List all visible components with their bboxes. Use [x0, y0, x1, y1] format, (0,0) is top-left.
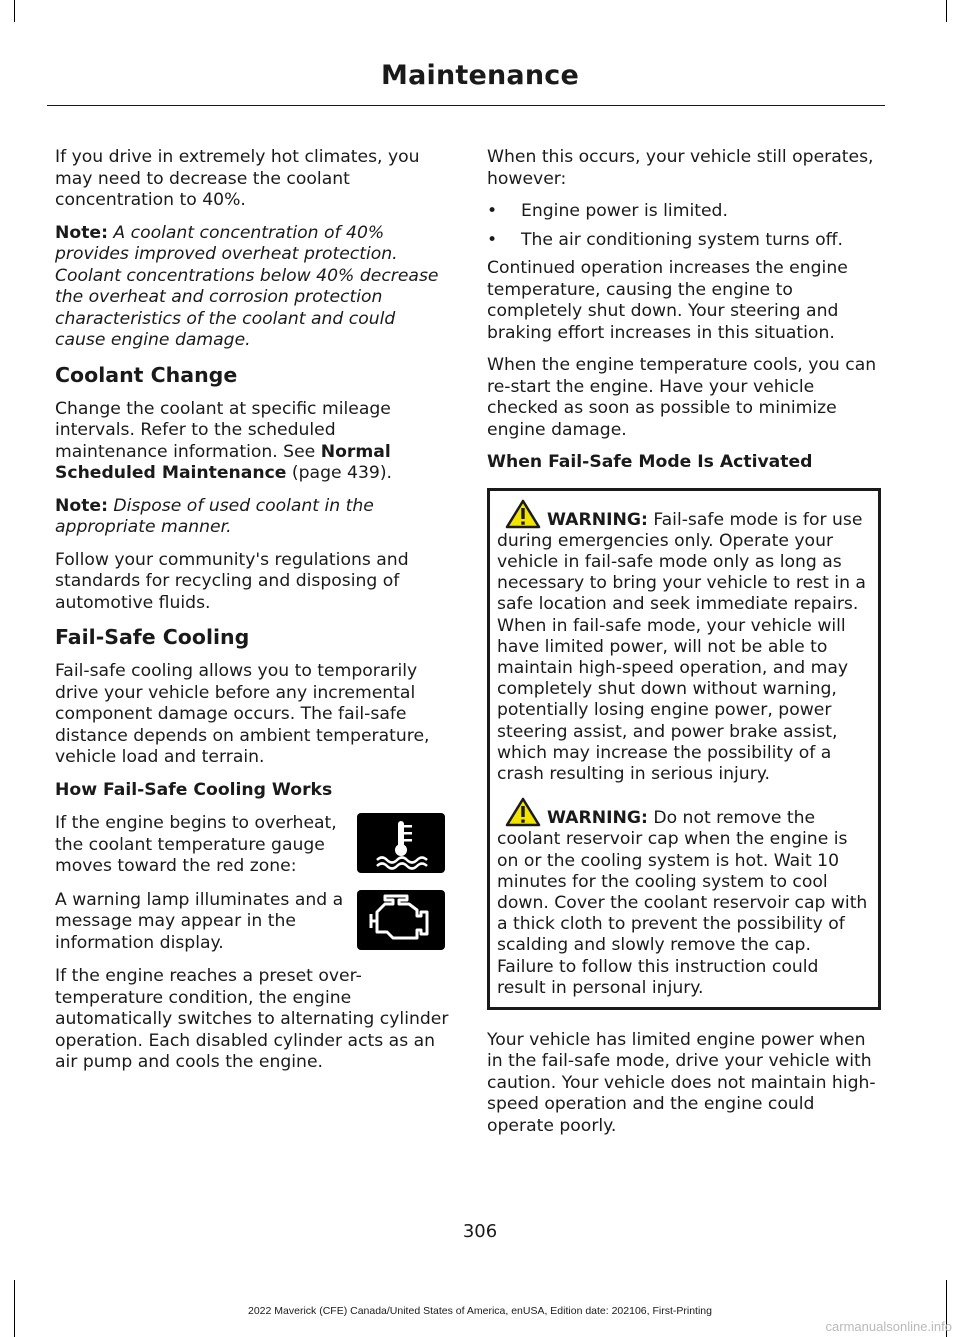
coolant-change-heading: Coolant Change	[55, 362, 238, 387]
warning-triangle-icon	[505, 499, 541, 529]
warning-label: WARNING:	[547, 808, 648, 829]
normal-scheduled-maintenance-link[interactable]: Normal Scheduled Maintenance	[55, 441, 391, 483]
note-label: Note:	[55, 222, 108, 243]
limited-power-paragraph: Your vehicle has limited engine power when in the fail-safe mode, drive your vehicle with caution. Your vehicle does not maintain high-speed operation and the engine could operate poorly.	[487, 1029, 876, 1136]
list-item-text: The air conditioning system turns off.	[521, 229, 843, 250]
coolant-temperature-icon	[357, 813, 445, 873]
page-reference: (page 439).	[291, 463, 392, 483]
warning-text: Do not remove the coolant reservoir cap when the engine is on or the cooling system is hot. Wait 10 minutes for the cooling system to cool down. Cover the coolant reservoir cap with a thick cloth to prevent the possibility of scalding and slowly remove the cap. Failure to follow this instruction could result in personal injury.	[497, 808, 868, 998]
warning-label: WARNING:	[547, 509, 648, 530]
over-temperature-paragraph: If the engine reaches a preset over-temperature condition, the engine automatically switches to alternating cylinder operation. Each disabled cylinder acts as an air pump and cools the engine.	[55, 966, 449, 1072]
coolant-gauge-text: If the engine begins to overheat, the coolant temperature gauge moves toward the red zone:	[55, 813, 337, 876]
warning-lamp-row	[55, 890, 449, 955]
warning-lamp-text: A warning lamp illuminates and a message may appear in the information display.	[55, 889, 344, 953]
coolant-change-paragraph	[55, 399, 449, 485]
fail-safe-cooling-heading: Fail-Safe Cooling	[55, 625, 250, 649]
crop-mark-top-left	[14, 0, 15, 22]
coolant-change-text: Change the coolant at specific mileage intervals. Refer to the scheduled maintenance information. See	[55, 398, 391, 462]
how-fail-safe-works-heading: How Fail-Safe Cooling Works	[55, 779, 333, 800]
header-divider	[47, 105, 885, 106]
page-title: Maintenance	[381, 60, 579, 91]
list-item	[487, 201, 881, 223]
engine-cools-paragraph: When the engine temperature cools, you can re-start the engine. Have your vehicle checked as soon as possible to minimize engine damage.	[487, 355, 877, 440]
warning-box	[487, 488, 881, 1010]
left-column	[55, 147, 449, 1085]
note-text: Dispose of used coolant in the appropriate manner.	[55, 495, 374, 537]
warning-reservoir-cap	[497, 797, 872, 999]
note-dispose	[55, 496, 449, 539]
coolant-gauge-row	[55, 813, 449, 878]
bullet: •	[487, 229, 498, 250]
footer-edition-info: 2022 Maverick (CFE) Canada/United States of America, enUSA, Edition date: 202106, First-Printing	[248, 1305, 712, 1317]
page-number: 306	[462, 1221, 498, 1242]
continued-operation-paragraph: Continued operation increases the engine temperature, causing the engine to completely shut down. Your steering and braking effort increases in this situation.	[487, 258, 848, 343]
note-concentration	[55, 223, 449, 352]
bullet: •	[487, 201, 498, 221]
warning-triangle-icon	[505, 797, 541, 827]
vehicle-operates-paragraph: When this occurs, your vehicle still operates, however:	[487, 147, 874, 189]
fail-safe-activated-heading: When Fail-Safe Mode Is Activated	[487, 452, 813, 472]
right-column	[487, 147, 881, 1148]
list-item-text: Engine power is limited.	[521, 201, 728, 221]
regulations-paragraph: Follow your community's regulations and standards for recycling and disposing of automotive fluids.	[55, 549, 409, 613]
note-text: A coolant concentration of 40% provides improved overheat protection. Coolant concentrations below 40% decrease the overheat and corrosion protection characteristics of the coolant and could cause engine damage.	[55, 222, 439, 350]
fail-safe-paragraph: Fail-safe cooling allows you to temporarily drive your vehicle before any incremental component damage occurs. The fail-safe distance depends on ambient temperature, vehicle load and terrain.	[55, 661, 430, 767]
watermark: carmanualsonline.info	[825, 1319, 952, 1334]
fail-safe-effects-list	[487, 201, 881, 251]
warning-fail-safe	[497, 499, 872, 786]
climate-paragraph: If you drive in extremely hot climates, you may need to decrease the coolant concentration to 40%.	[55, 147, 420, 210]
crop-mark-top-right	[946, 0, 947, 22]
list-item	[487, 230, 881, 252]
check-engine-icon	[357, 890, 445, 950]
warning-text: Fail-safe mode is for use during emergencies only. Operate your vehicle in fail-safe mode only as long as necessary to bring your vehicle to rest in a safe location and seek immediate repairs. When in fail-safe mode, your vehicle will have limited power, will not be able to maintain high-speed operation, and may completely shut down without warning, potentially losing engine power, power steering assist, and power brake assist, which may increase the possibility of a crash resulting in serious injury.	[497, 509, 866, 784]
note-label: Note:	[55, 495, 108, 516]
